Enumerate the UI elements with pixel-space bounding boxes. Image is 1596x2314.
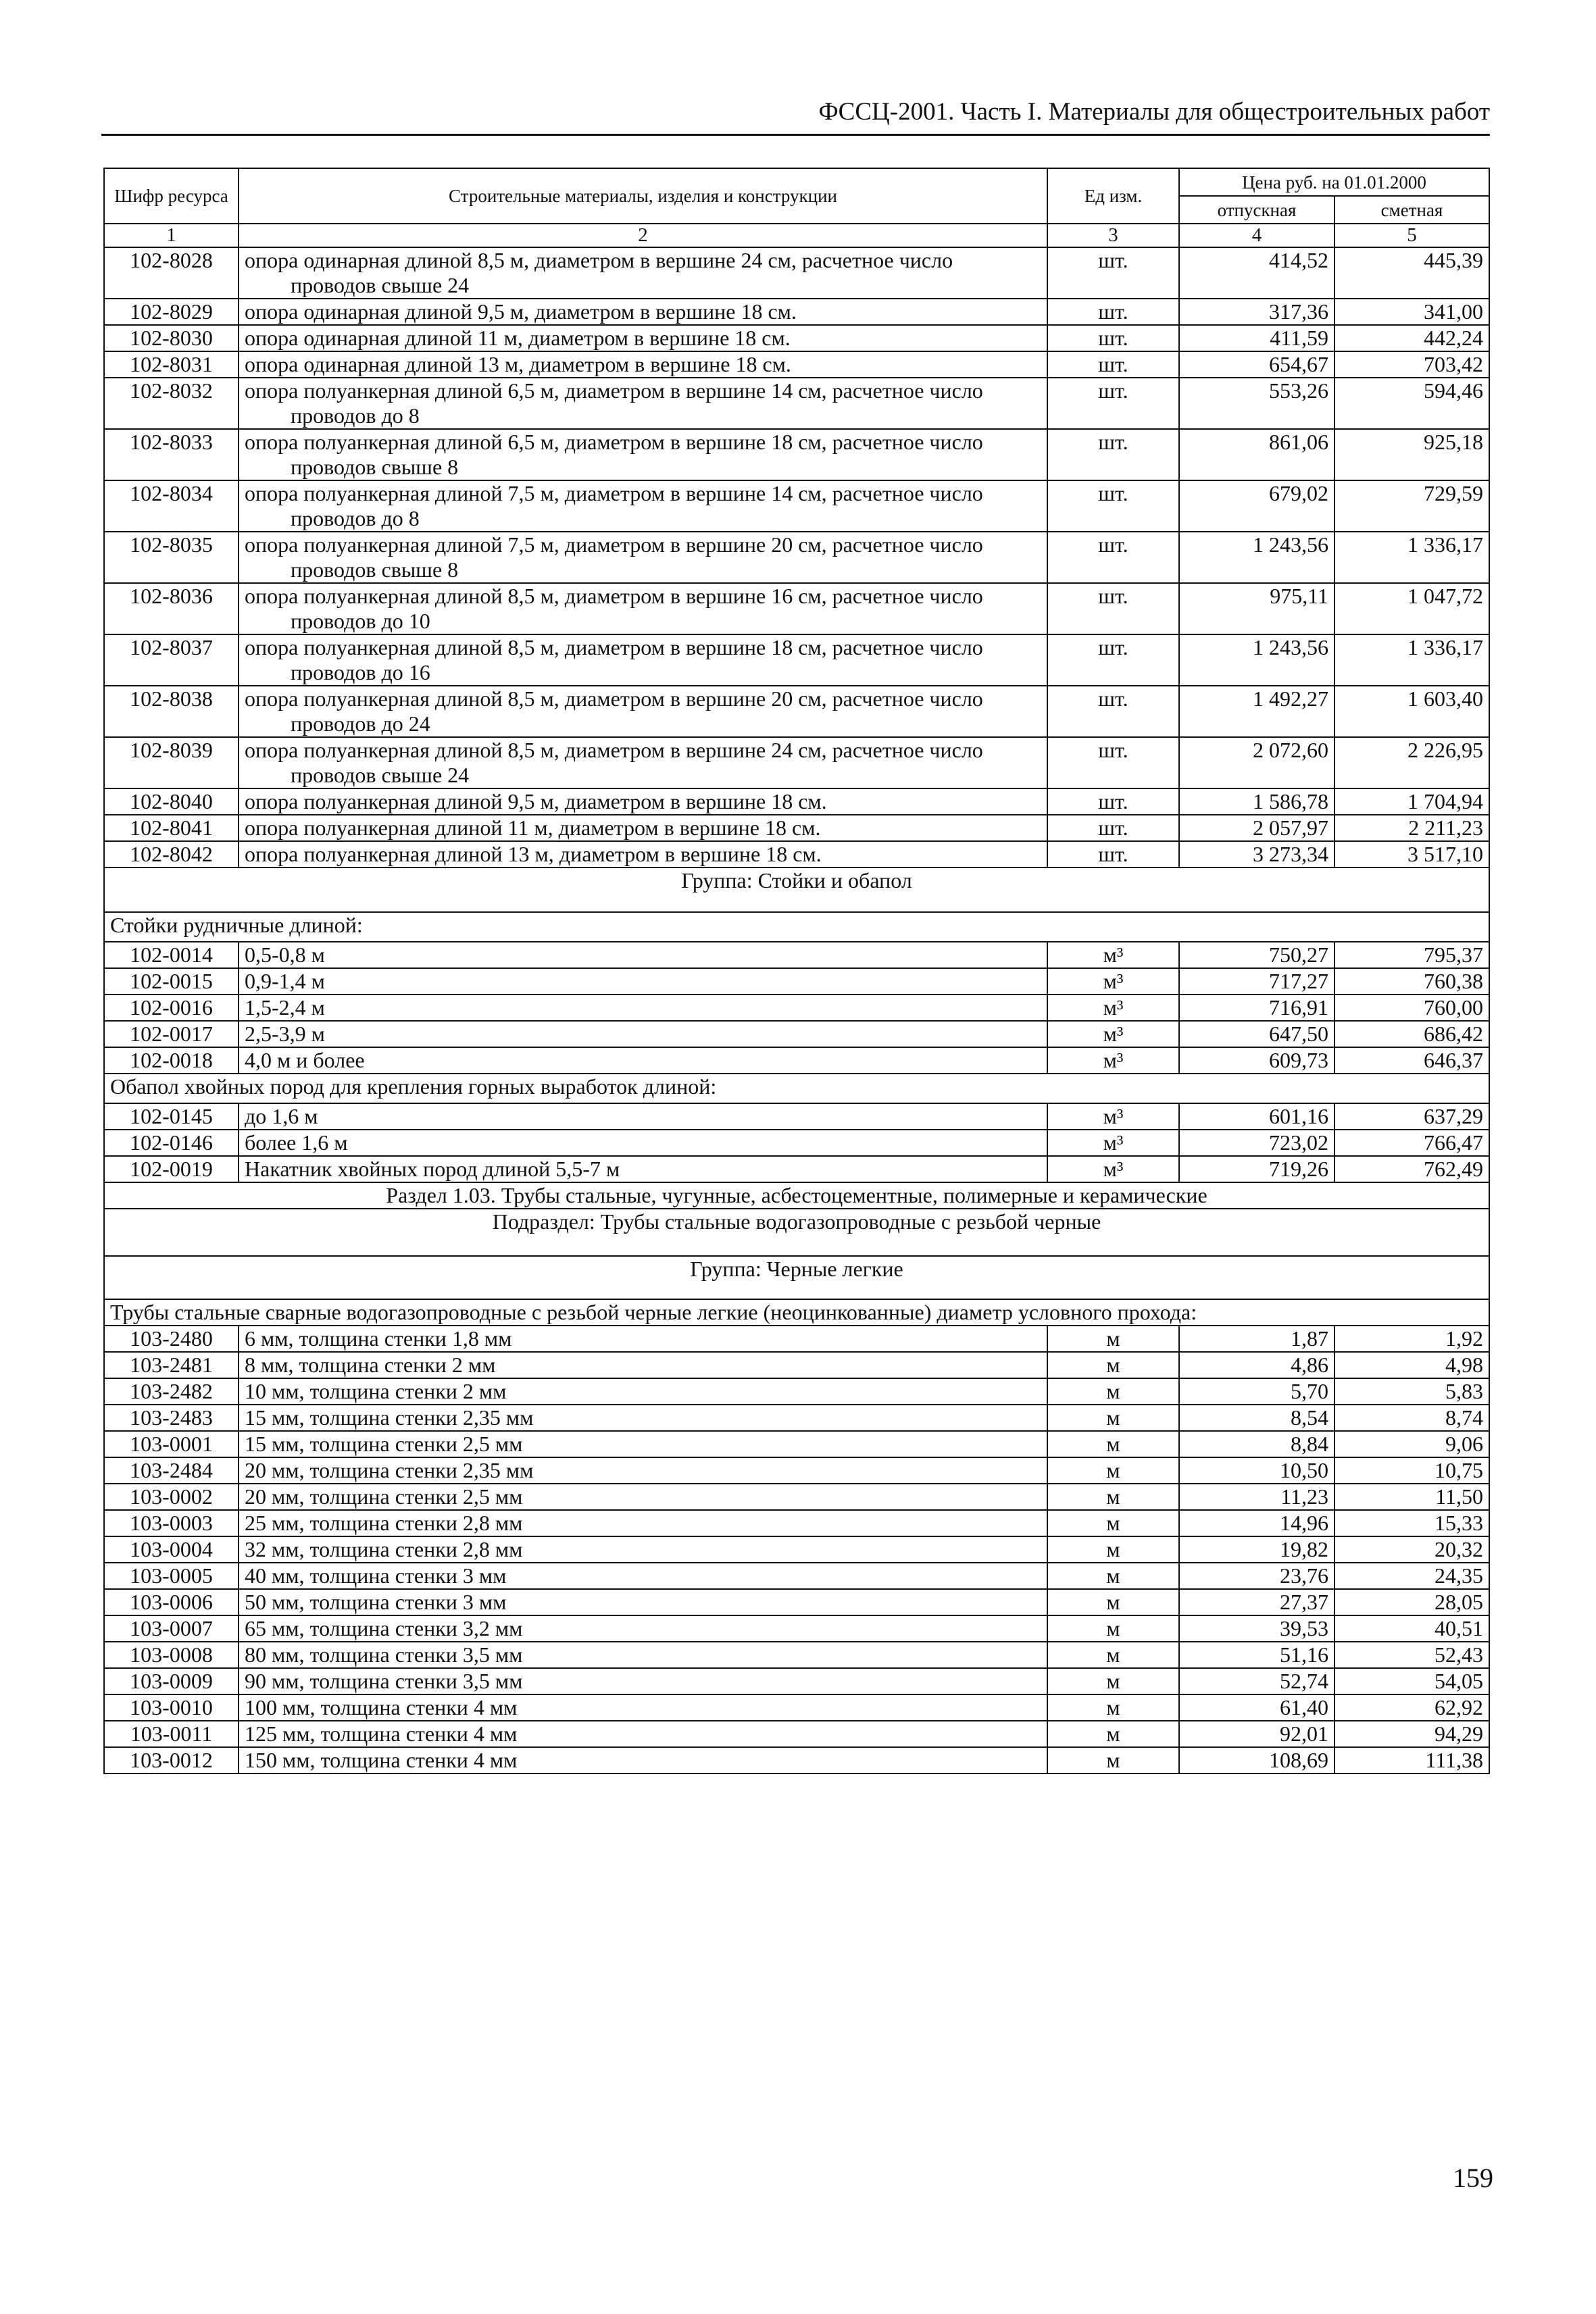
unit: шт. <box>1047 351 1179 378</box>
price-release: 11,23 <box>1179 1484 1335 1510</box>
material-name: 125 мм, толщина стенки 4 мм <box>239 1721 1047 1747</box>
table-row <box>104 815 1489 841</box>
price-release: 719,26 <box>1179 1156 1335 1182</box>
price-release: 3 273,34 <box>1179 841 1335 867</box>
resource-code: 102-0019 <box>104 1156 239 1182</box>
resource-code: 102-8037 <box>104 634 239 686</box>
material-name <box>239 532 1047 583</box>
group-note: Трубы стальные сварные водогазопроводные с резьбой черные легкие (неоцинкованные) диаметр условного прохода: <box>104 1299 1489 1326</box>
unit: м <box>1047 1484 1179 1510</box>
header-title: ФССЦ-2001. Часть I. Материалы для общестроительных работ <box>818 98 1490 126</box>
subgroup-heading: Стойки рудничные длиной: <box>104 912 1489 942</box>
unit: м³ <box>1047 1156 1179 1182</box>
table-row <box>104 942 1489 968</box>
price-release: 8,54 <box>1179 1405 1335 1431</box>
material-name-text: опора полуанкерная длиной 6,5 м, диаметром в вершине 14 см, расчетное число проводов до 8 <box>245 378 983 428</box>
column-number: 5 <box>1335 224 1489 247</box>
table-row <box>104 1668 1489 1694</box>
resource-code: 103-0011 <box>104 1721 239 1747</box>
material-name: 80 мм, толщина стенки 3,5 мм <box>239 1642 1047 1668</box>
unit: м <box>1047 1721 1179 1747</box>
material-name-text: опора полуанкерная длиной 13 м, диаметром в вершине 18 см. <box>245 842 822 866</box>
price-estimate: 111,38 <box>1335 1747 1489 1774</box>
table-row <box>104 247 1489 299</box>
material-name <box>239 325 1047 351</box>
price-release: 609,73 <box>1179 1047 1335 1074</box>
material-name: Накатник хвойных пород длиной 5,5-7 м <box>239 1156 1047 1182</box>
table-row <box>104 325 1489 351</box>
resource-code: 103-0004 <box>104 1536 239 1563</box>
resource-code: 102-8041 <box>104 815 239 841</box>
price-estimate: 760,38 <box>1335 968 1489 995</box>
table-body <box>104 224 1489 1774</box>
resource-code: 103-0009 <box>104 1668 239 1694</box>
price-release: 51,16 <box>1179 1642 1335 1668</box>
resource-code: 102-8039 <box>104 737 239 788</box>
price-release: 601,16 <box>1179 1103 1335 1130</box>
price-estimate: 52,43 <box>1335 1642 1489 1668</box>
price-release: 411,59 <box>1179 325 1335 351</box>
resource-code: 102-8040 <box>104 788 239 815</box>
material-name: 40 мм, толщина стенки 3 мм <box>239 1563 1047 1589</box>
table-row <box>104 1589 1489 1615</box>
price-estimate: 729,59 <box>1335 480 1489 532</box>
col-header-name: Строительные материалы, изделия и конструкции <box>239 168 1047 224</box>
price-estimate: 686,42 <box>1335 1021 1489 1047</box>
column-number: 3 <box>1047 224 1179 247</box>
unit: м <box>1047 1352 1179 1378</box>
subsection-heading-row <box>104 1209 1489 1256</box>
table-row <box>104 378 1489 429</box>
resource-code: 102-8033 <box>104 429 239 480</box>
resource-code: 102-8035 <box>104 532 239 583</box>
price-release: 2 057,97 <box>1179 815 1335 841</box>
unit: м <box>1047 1668 1179 1694</box>
unit: м³ <box>1047 942 1179 968</box>
section-heading-row <box>104 1182 1489 1209</box>
unit: м <box>1047 1747 1179 1774</box>
col-header-unit: Ед изм. <box>1047 168 1179 224</box>
material-name: 10 мм, толщина стенки 2 мм <box>239 1378 1047 1405</box>
price-estimate: 15,33 <box>1335 1510 1489 1536</box>
resource-code: 102-8028 <box>104 247 239 299</box>
material-name <box>239 815 1047 841</box>
material-name: 0,9-1,4 м <box>239 968 1047 995</box>
resource-code: 102-8032 <box>104 378 239 429</box>
resource-code: 102-0146 <box>104 1130 239 1156</box>
price-estimate: 11,50 <box>1335 1484 1489 1510</box>
material-name: 32 мм, толщина стенки 2,8 мм <box>239 1536 1047 1563</box>
price-release: 108,69 <box>1179 1747 1335 1774</box>
unit: м³ <box>1047 1103 1179 1130</box>
column-numbers-row <box>104 224 1489 247</box>
price-release: 553,26 <box>1179 378 1335 429</box>
resource-code: 103-0010 <box>104 1694 239 1721</box>
unit: м <box>1047 1642 1179 1668</box>
material-name-text: опора одинарная длиной 8,5 м, диаметром в вершине 24 см, расчетное число проводов свыше 24 <box>245 248 953 297</box>
resource-code: 103-2484 <box>104 1457 239 1484</box>
table-row <box>104 1747 1489 1774</box>
table-row <box>104 583 1489 634</box>
resource-code: 103-0006 <box>104 1589 239 1615</box>
material-name: 4,0 м и более <box>239 1047 1047 1074</box>
resource-code: 103-0001 <box>104 1431 239 1457</box>
unit: шт. <box>1047 841 1179 867</box>
price-release: 39,53 <box>1179 1615 1335 1642</box>
column-number: 4 <box>1179 224 1335 247</box>
material-name-text: опора полуанкерная длиной 6,5 м, диаметром в вершине 18 см, расчетное число проводов свыше 8 <box>245 430 983 479</box>
table-row <box>104 1156 1489 1182</box>
unit: м <box>1047 1510 1179 1536</box>
price-estimate: 646,37 <box>1335 1047 1489 1074</box>
table-row <box>104 1694 1489 1721</box>
unit: шт. <box>1047 480 1179 532</box>
table-row <box>104 351 1489 378</box>
resource-code: 103-0012 <box>104 1747 239 1774</box>
price-release: 27,37 <box>1179 1589 1335 1615</box>
price-release: 654,67 <box>1179 351 1335 378</box>
table-row <box>104 1563 1489 1589</box>
table-row <box>104 788 1489 815</box>
resource-code: 102-0018 <box>104 1047 239 1074</box>
resource-code: 103-2482 <box>104 1378 239 1405</box>
material-name-text: опора полуанкерная длиной 7,5 м, диаметром в вершине 14 см, расчетное число проводов до 8 <box>245 481 983 530</box>
column-number: 1 <box>104 224 239 247</box>
price-estimate: 1 047,72 <box>1335 583 1489 634</box>
table-row <box>104 1130 1489 1156</box>
price-estimate: 54,05 <box>1335 1668 1489 1694</box>
unit: м <box>1047 1694 1179 1721</box>
col-header-code: Шифр ресурса <box>104 168 239 224</box>
unit: шт. <box>1047 737 1179 788</box>
price-release: 717,27 <box>1179 968 1335 995</box>
material-name: 6 мм, толщина стенки 1,8 мм <box>239 1326 1047 1352</box>
unit: шт. <box>1047 378 1179 429</box>
price-release: 1 586,78 <box>1179 788 1335 815</box>
material-name <box>239 480 1047 532</box>
table-row <box>104 1536 1489 1563</box>
material-name: 20 мм, толщина стенки 2,5 мм <box>239 1484 1047 1510</box>
unit: шт. <box>1047 325 1179 351</box>
material-name <box>239 583 1047 634</box>
material-name: 90 мм, толщина стенки 3,5 мм <box>239 1668 1047 1694</box>
price-estimate: 5,83 <box>1335 1378 1489 1405</box>
material-name-text: опора полуанкерная длиной 8,5 м, диаметром в вершине 20 см, расчетное число проводов до 24 <box>245 686 983 736</box>
price-release: 723,02 <box>1179 1130 1335 1156</box>
group-heading-row <box>104 1256 1489 1299</box>
price-release: 8,84 <box>1179 1431 1335 1457</box>
price-estimate: 9,06 <box>1335 1431 1489 1457</box>
material-name-text: опора полуанкерная длиной 8,5 м, диаметром в вершине 16 см, расчетное число проводов до 10 <box>245 584 983 633</box>
unit: м³ <box>1047 995 1179 1021</box>
material-name <box>239 351 1047 378</box>
col-header-price: Цена руб. на 01.01.2000 <box>1179 168 1489 196</box>
price-release: 750,27 <box>1179 942 1335 968</box>
price-release: 317,36 <box>1179 299 1335 325</box>
price-estimate: 62,92 <box>1335 1694 1489 1721</box>
resource-code: 102-8038 <box>104 686 239 737</box>
material-name-text: опора полуанкерная длиной 11 м, диаметром в вершине 18 см. <box>245 815 821 840</box>
table-row <box>104 737 1489 788</box>
price-release: 679,02 <box>1179 480 1335 532</box>
subgroup-heading: Обапол хвойных пород для крепления горных выработок длиной: <box>104 1074 1489 1103</box>
price-release: 1,87 <box>1179 1326 1335 1352</box>
material-name-text: опора одинарная длиной 13 м, диаметром в вершине 18 см. <box>245 352 791 376</box>
table-row <box>104 1021 1489 1047</box>
material-name <box>239 788 1047 815</box>
price-release: 52,74 <box>1179 1668 1335 1694</box>
col-header-estimate: сметная <box>1335 196 1489 224</box>
unit: шт. <box>1047 788 1179 815</box>
price-release: 19,82 <box>1179 1536 1335 1563</box>
table-row <box>104 1615 1489 1642</box>
unit: м <box>1047 1589 1179 1615</box>
material-name <box>239 841 1047 867</box>
group-heading: Группа: Стойки и обапол <box>104 867 1489 912</box>
subgroup-heading-row <box>104 912 1489 942</box>
price-estimate: 3 517,10 <box>1335 841 1489 867</box>
resource-code: 103-0003 <box>104 1510 239 1536</box>
price-estimate: 8,74 <box>1335 1405 1489 1431</box>
material-name <box>239 737 1047 788</box>
table-row <box>104 841 1489 867</box>
table-row <box>104 1721 1489 1747</box>
unit: шт. <box>1047 299 1179 325</box>
page-number: 159 <box>1453 2163 1493 2193</box>
material-name: 15 мм, толщина стенки 2,35 мм <box>239 1405 1047 1431</box>
price-release: 861,06 <box>1179 429 1335 480</box>
price-estimate: 1,92 <box>1335 1326 1489 1352</box>
table-row <box>104 995 1489 1021</box>
material-name: 2,5-3,9 м <box>239 1021 1047 1047</box>
table-row <box>104 1457 1489 1484</box>
unit: м³ <box>1047 1021 1179 1047</box>
price-estimate: 28,05 <box>1335 1589 1489 1615</box>
material-name: 25 мм, толщина стенки 2,8 мм <box>239 1510 1047 1536</box>
resource-code: 102-0145 <box>104 1103 239 1130</box>
price-estimate: 594,46 <box>1335 378 1489 429</box>
table-row <box>104 1642 1489 1668</box>
price-estimate: 94,29 <box>1335 1721 1489 1747</box>
unit: м <box>1047 1378 1179 1405</box>
unit: м <box>1047 1457 1179 1484</box>
price-estimate: 1 603,40 <box>1335 686 1489 737</box>
table-row <box>104 686 1489 737</box>
unit: шт. <box>1047 583 1179 634</box>
resource-code: 102-8036 <box>104 583 239 634</box>
price-estimate: 1 336,17 <box>1335 532 1489 583</box>
price-release: 10,50 <box>1179 1457 1335 1484</box>
price-estimate: 1 704,94 <box>1335 788 1489 815</box>
price-release: 716,91 <box>1179 995 1335 1021</box>
unit: шт. <box>1047 686 1179 737</box>
price-estimate: 2 226,95 <box>1335 737 1489 788</box>
material-name <box>239 378 1047 429</box>
material-name: более 1,6 м <box>239 1130 1047 1156</box>
table-row <box>104 1103 1489 1130</box>
material-name: 20 мм, толщина стенки 2,35 мм <box>239 1457 1047 1484</box>
table-row <box>104 1378 1489 1405</box>
price-estimate: 2 211,23 <box>1335 815 1489 841</box>
resource-code: 102-8034 <box>104 480 239 532</box>
material-name: 0,5-0,8 м <box>239 942 1047 968</box>
resource-code: 102-0016 <box>104 995 239 1021</box>
price-estimate: 24,35 <box>1335 1563 1489 1589</box>
price-estimate: 795,37 <box>1335 942 1489 968</box>
material-name <box>239 686 1047 737</box>
material-name: 100 мм, толщина стенки 4 мм <box>239 1694 1047 1721</box>
unit: м <box>1047 1431 1179 1457</box>
material-name <box>239 247 1047 299</box>
table-row <box>104 634 1489 686</box>
price-release: 23,76 <box>1179 1563 1335 1589</box>
material-name-text: опора полуанкерная длиной 8,5 м, диаметром в вершине 24 см, расчетное число проводов свыше 24 <box>245 738 983 787</box>
price-estimate: 442,24 <box>1335 325 1489 351</box>
price-estimate: 10,75 <box>1335 1457 1489 1484</box>
section-heading: Раздел 1.03. Трубы стальные, чугунные, асбестоцементные, полимерные и керамические <box>104 1182 1489 1209</box>
price-release: 975,11 <box>1179 583 1335 634</box>
material-name: 1,5-2,4 м <box>239 995 1047 1021</box>
table-row <box>104 1484 1489 1510</box>
resource-code: 103-2483 <box>104 1405 239 1431</box>
price-release: 14,96 <box>1179 1510 1335 1536</box>
price-estimate: 766,47 <box>1335 1130 1489 1156</box>
resource-code: 102-8042 <box>104 841 239 867</box>
price-estimate: 760,00 <box>1335 995 1489 1021</box>
resource-code: 102-0017 <box>104 1021 239 1047</box>
resource-code: 102-8031 <box>104 351 239 378</box>
table-row <box>104 1047 1489 1074</box>
unit: м <box>1047 1405 1179 1431</box>
price-estimate: 1 336,17 <box>1335 634 1489 686</box>
resource-code: 102-0014 <box>104 942 239 968</box>
price-release: 1 243,56 <box>1179 634 1335 686</box>
material-name-text: опора одинарная длиной 11 м, диаметром в вершине 18 см. <box>245 326 791 350</box>
unit: шт. <box>1047 429 1179 480</box>
unit: м³ <box>1047 1047 1179 1074</box>
material-name <box>239 299 1047 325</box>
table-row <box>104 1510 1489 1536</box>
material-name: 65 мм, толщина стенки 3,2 мм <box>239 1615 1047 1642</box>
price-estimate: 40,51 <box>1335 1615 1489 1642</box>
material-name <box>239 429 1047 480</box>
material-name: 150 мм, толщина стенки 4 мм <box>239 1747 1047 1774</box>
resource-code: 102-0015 <box>104 968 239 995</box>
group-heading: Группа: Черные легкие <box>104 1256 1489 1299</box>
price-estimate: 703,42 <box>1335 351 1489 378</box>
resource-code: 103-2481 <box>104 1352 239 1378</box>
table-row <box>104 1326 1489 1352</box>
resource-code: 102-8029 <box>104 299 239 325</box>
material-name-text: опора полуанкерная длиной 7,5 м, диаметром в вершине 20 см, расчетное число проводов свыше 8 <box>245 532 983 582</box>
unit: м <box>1047 1536 1179 1563</box>
group-note-row <box>104 1299 1489 1326</box>
material-name <box>239 634 1047 686</box>
price-estimate: 637,29 <box>1335 1103 1489 1130</box>
unit: м <box>1047 1615 1179 1642</box>
price-release: 414,52 <box>1179 247 1335 299</box>
col-header-release: отпускная <box>1179 196 1335 224</box>
subsection-heading: Подраздел: Трубы стальные водогазопроводные с резьбой черные <box>104 1209 1489 1256</box>
unit: м³ <box>1047 1130 1179 1156</box>
unit: м³ <box>1047 968 1179 995</box>
price-table <box>103 168 1490 1774</box>
unit: шт. <box>1047 634 1179 686</box>
price-estimate: 4,98 <box>1335 1352 1489 1378</box>
price-estimate: 341,00 <box>1335 299 1489 325</box>
resource-code: 103-0008 <box>104 1642 239 1668</box>
price-estimate: 925,18 <box>1335 429 1489 480</box>
price-estimate: 762,49 <box>1335 1156 1489 1182</box>
table-row <box>104 1352 1489 1378</box>
table-row <box>104 299 1489 325</box>
table-row <box>104 968 1489 995</box>
price-release: 2 072,60 <box>1179 737 1335 788</box>
resource-code: 103-0002 <box>104 1484 239 1510</box>
price-release: 4,86 <box>1179 1352 1335 1378</box>
price-release: 647,50 <box>1179 1021 1335 1047</box>
unit: шт. <box>1047 532 1179 583</box>
price-release: 92,01 <box>1179 1721 1335 1747</box>
group-heading-row <box>104 867 1489 912</box>
material-name: 50 мм, толщина стенки 3 мм <box>239 1589 1047 1615</box>
table-row <box>104 1431 1489 1457</box>
material-name: 8 мм, толщина стенки 2 мм <box>239 1352 1047 1378</box>
unit: м <box>1047 1326 1179 1352</box>
resource-code: 103-2480 <box>104 1326 239 1352</box>
table-row <box>104 429 1489 480</box>
unit: шт. <box>1047 815 1179 841</box>
column-number: 2 <box>239 224 1047 247</box>
price-release: 61,40 <box>1179 1694 1335 1721</box>
resource-code: 103-0005 <box>104 1563 239 1589</box>
price-release: 1 492,27 <box>1179 686 1335 737</box>
price-release: 1 243,56 <box>1179 532 1335 583</box>
material-name-text: опора полуанкерная длиной 8,5 м, диаметром в вершине 18 см, расчетное число проводов до 16 <box>245 635 983 684</box>
table-row <box>104 1405 1489 1431</box>
unit: м <box>1047 1563 1179 1589</box>
page-header <box>101 95 1490 136</box>
price-release: 5,70 <box>1179 1378 1335 1405</box>
material-name-text: опора полуанкерная длиной 9,5 м, диаметром в вершине 18 см. <box>245 789 827 813</box>
resource-code: 102-8030 <box>104 325 239 351</box>
price-estimate: 20,32 <box>1335 1536 1489 1563</box>
table-row <box>104 480 1489 532</box>
table-row <box>104 532 1489 583</box>
price-estimate: 445,39 <box>1335 247 1489 299</box>
material-name: 15 мм, толщина стенки 2,5 мм <box>239 1431 1047 1457</box>
material-name-text: опора одинарная длиной 9,5 м, диаметром в вершине 18 см. <box>245 299 797 324</box>
material-name: до 1,6 м <box>239 1103 1047 1130</box>
resource-code: 103-0007 <box>104 1615 239 1642</box>
unit: шт. <box>1047 247 1179 299</box>
subgroup-heading-row <box>104 1074 1489 1103</box>
